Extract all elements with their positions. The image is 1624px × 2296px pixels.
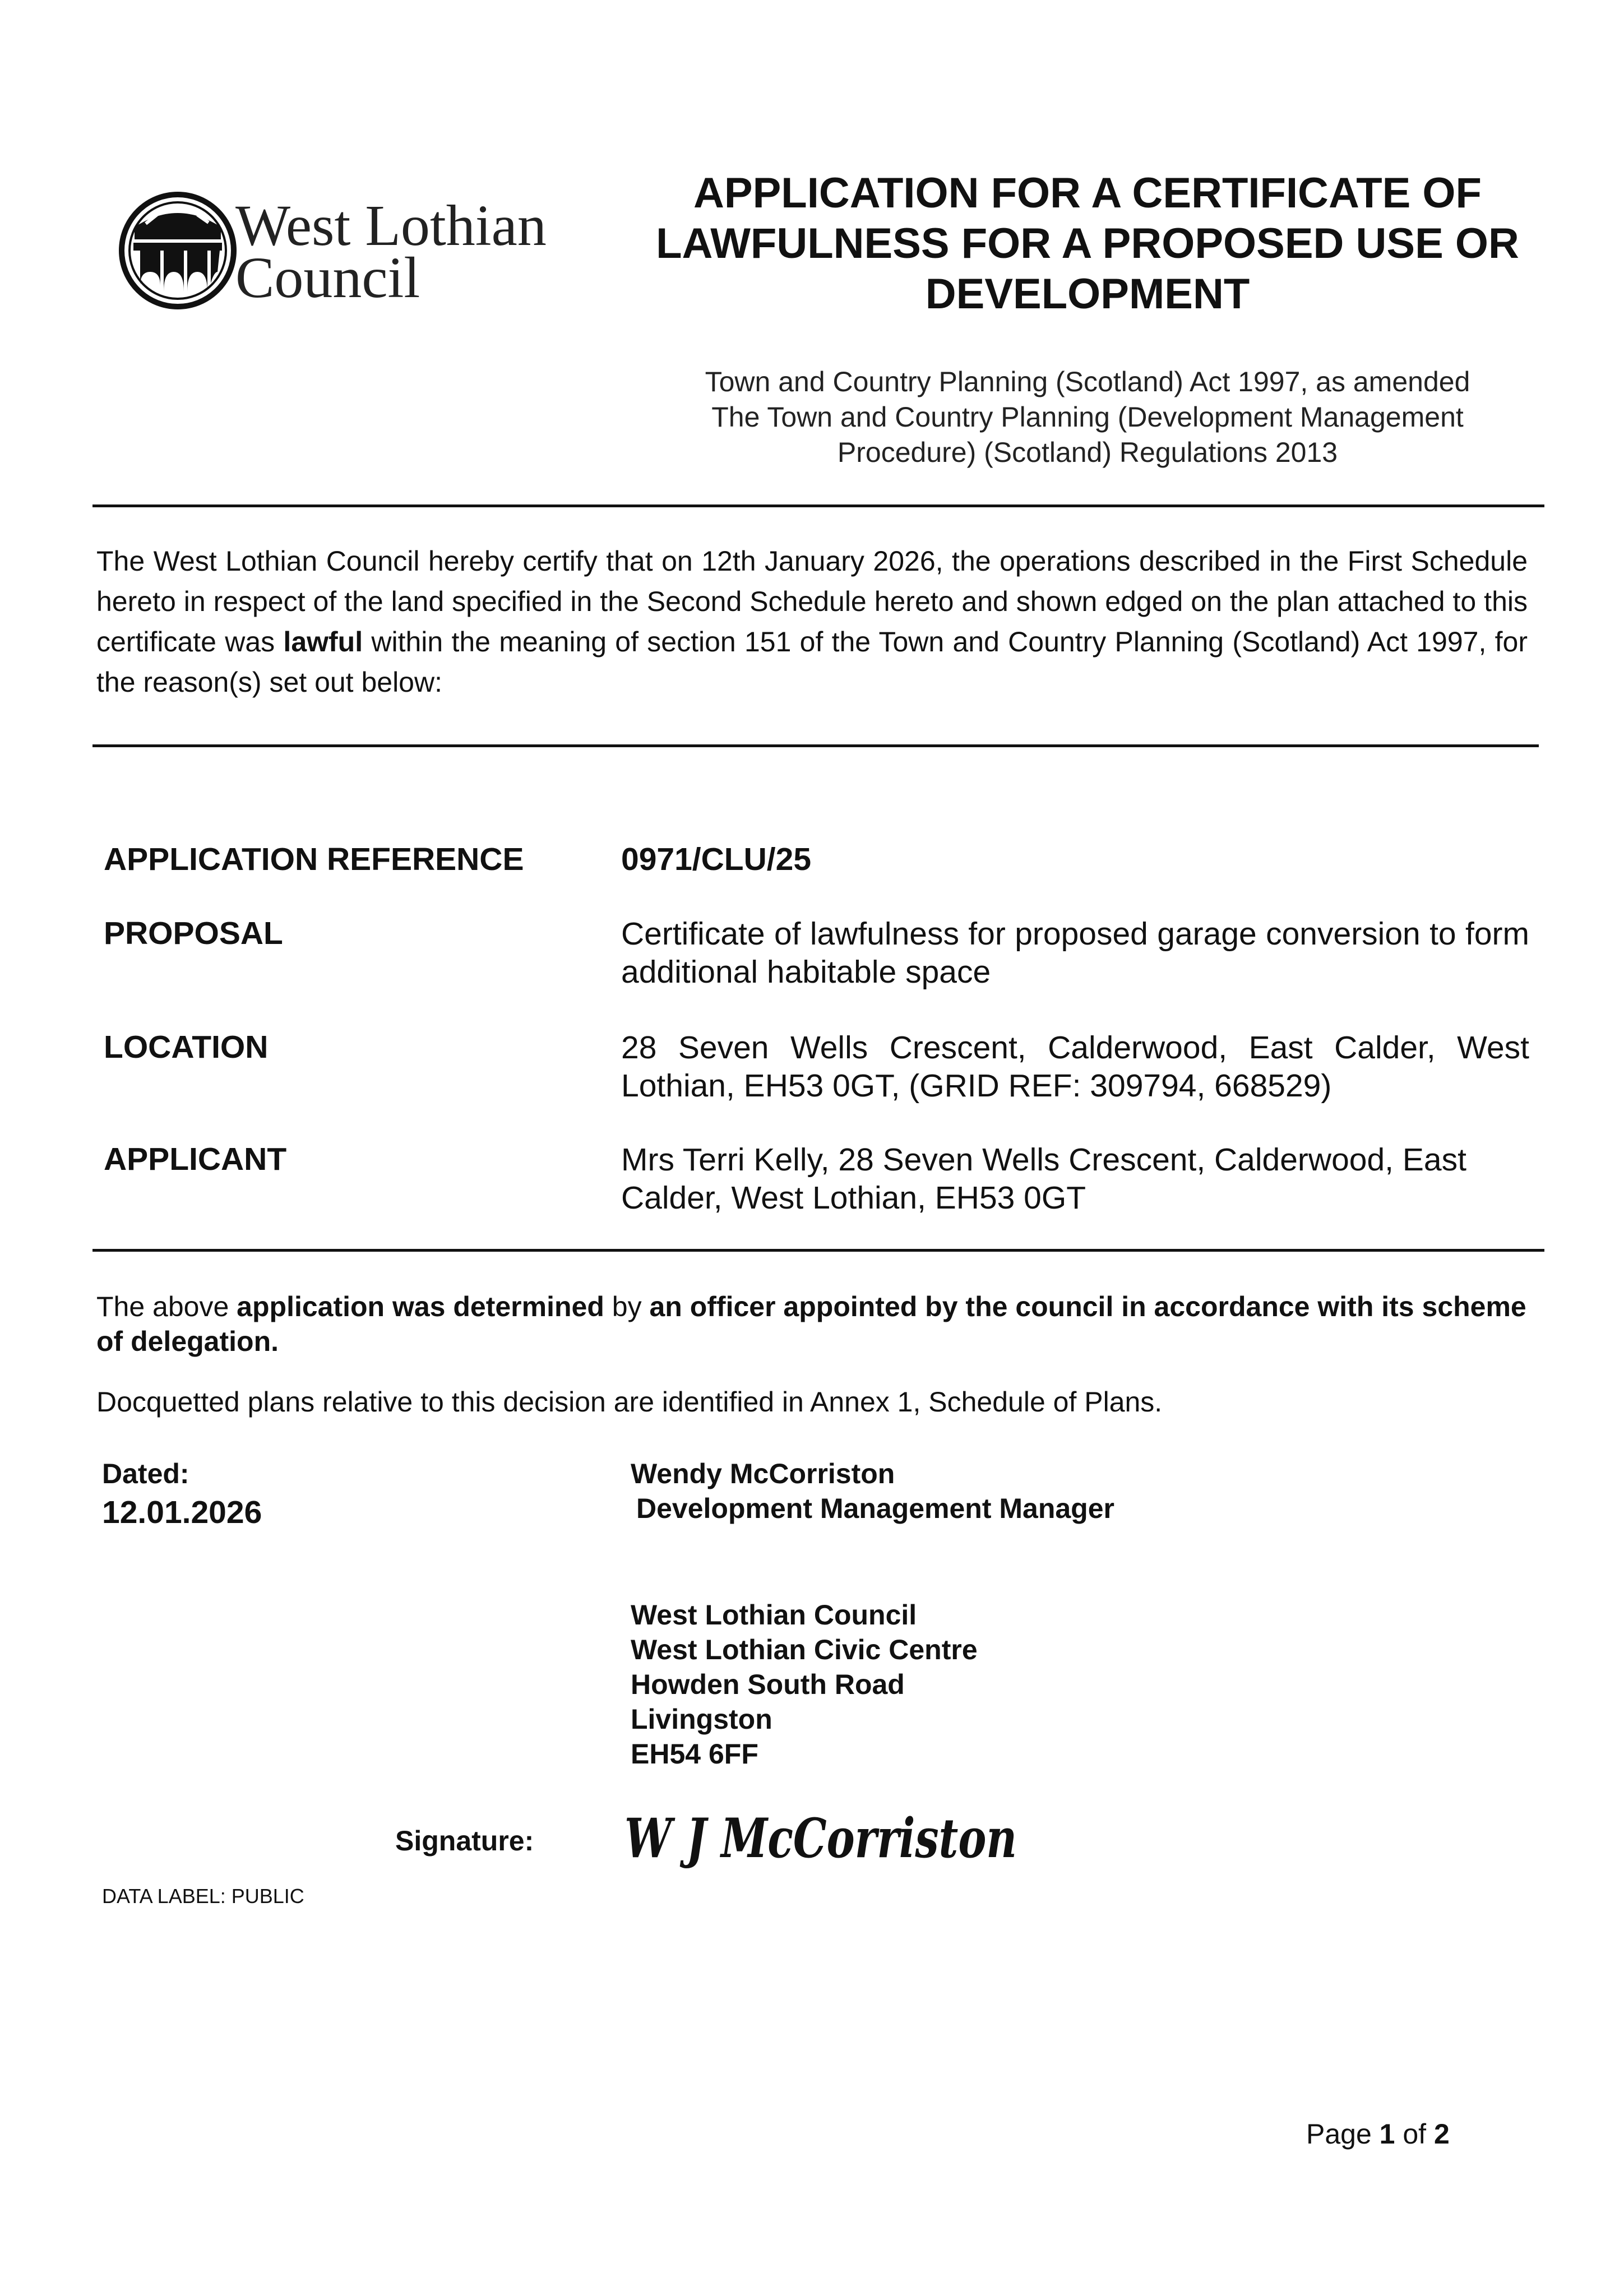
- handwritten-signature: [622, 1804, 1026, 1880]
- determination-bold: application was determined: [237, 1291, 604, 1322]
- subtitle-line: Town and Country Planning (Scotland) Act 1997, as amended: [705, 366, 1470, 397]
- logo-line-1: West Lothian: [235, 193, 547, 258]
- location-value: 28 Seven Wells Crescent, Calderwood, East Calder, West Lothian, EH53 0GT, (GRID REF: 309794, 668529): [621, 1030, 1529, 1104]
- officer-name: Wendy McCorriston: [631, 1458, 895, 1489]
- determination-text: by: [604, 1291, 650, 1322]
- council-address: [631, 1598, 978, 1771]
- statement-text: The West Lothian Council hereby certify that on 12th January 2026, the operations described in the First Schedule hereto in respect of the land specified in the Second Schedule hereto and shown edged on the plan attached to this certificate was: [96, 545, 1528, 658]
- determination-bold: an officer appointed by the council in accordance with its scheme of delegation.: [96, 1291, 1526, 1357]
- dated-value: 12.01.2026: [102, 1494, 262, 1530]
- page-number: [1306, 2118, 1450, 2150]
- docquetted-plans-note: Docquetted plans relative to this decision are identified in Annex 1, Schedule of Plans.: [96, 1386, 1163, 1418]
- statement-text: within the meaning of section 151 of the Town and Country Planning (Scotland) Act 1997, for the reason(s) set out below:: [96, 626, 1528, 698]
- determination-text: The above: [96, 1291, 237, 1322]
- application-reference-value: 0971/CLU/25: [621, 841, 812, 877]
- address-line: EH54 6FF: [631, 1738, 758, 1770]
- legislation-subtitle: [622, 364, 1553, 470]
- application-reference-label: APPLICATION REFERENCE: [104, 841, 524, 877]
- determination-statement: [96, 1289, 1528, 1359]
- page-of: of: [1395, 2118, 1434, 2150]
- data-label: DATA LABEL: PUBLIC: [102, 1885, 304, 1908]
- applicant-label: APPLICANT: [104, 1141, 287, 1177]
- signature-text: W J McCorriston: [624, 1807, 1017, 1870]
- divider: [92, 744, 1539, 747]
- address-line: Livingston: [631, 1704, 772, 1735]
- page-prefix: Page: [1306, 2118, 1380, 2150]
- subtitle-line: The Town and Country Planning (Development Management: [711, 401, 1464, 433]
- divider: [92, 1249, 1544, 1252]
- title-line: APPLICATION FOR A CERTIFICATE OF: [693, 169, 1482, 217]
- west-lothian-council-logo: [118, 188, 561, 314]
- logo-line-2: Council: [235, 246, 420, 310]
- dated-label: Dated:: [102, 1458, 189, 1489]
- certification-statement: [96, 541, 1528, 702]
- viaduct-emblem-icon: [122, 195, 234, 307]
- location-label: LOCATION: [104, 1029, 269, 1065]
- proposal-value: Certificate of lawfulness for proposed garage conversion to form additional habitable space: [621, 916, 1529, 990]
- officer-block: [631, 1456, 1114, 1526]
- address-line: West Lothian Civic Centre: [631, 1634, 978, 1665]
- signature-label: Signature:: [395, 1825, 534, 1857]
- page-total: 2: [1433, 2118, 1450, 2150]
- address-line: West Lothian Council: [631, 1599, 917, 1631]
- document-title: [622, 168, 1553, 320]
- title-line: LAWFULNESS FOR A PROPOSED USE OR: [656, 220, 1519, 267]
- address-line: Howden South Road: [631, 1669, 905, 1700]
- statement-lawful: lawful: [283, 626, 363, 658]
- applicant-value: Mrs Terri Kelly, 28 Seven Wells Crescent, Calderwood, East Calder, West Lothian, EH53 0GT: [621, 1142, 1466, 1216]
- proposal-label: PROPOSAL: [104, 915, 283, 951]
- subtitle-line: Procedure) (Scotland) Regulations 2013: [837, 437, 1338, 468]
- officer-role: Development Management Manager: [636, 1493, 1114, 1524]
- divider: [92, 504, 1544, 507]
- title-line: DEVELOPMENT: [925, 270, 1250, 318]
- page-current: 1: [1379, 2118, 1395, 2150]
